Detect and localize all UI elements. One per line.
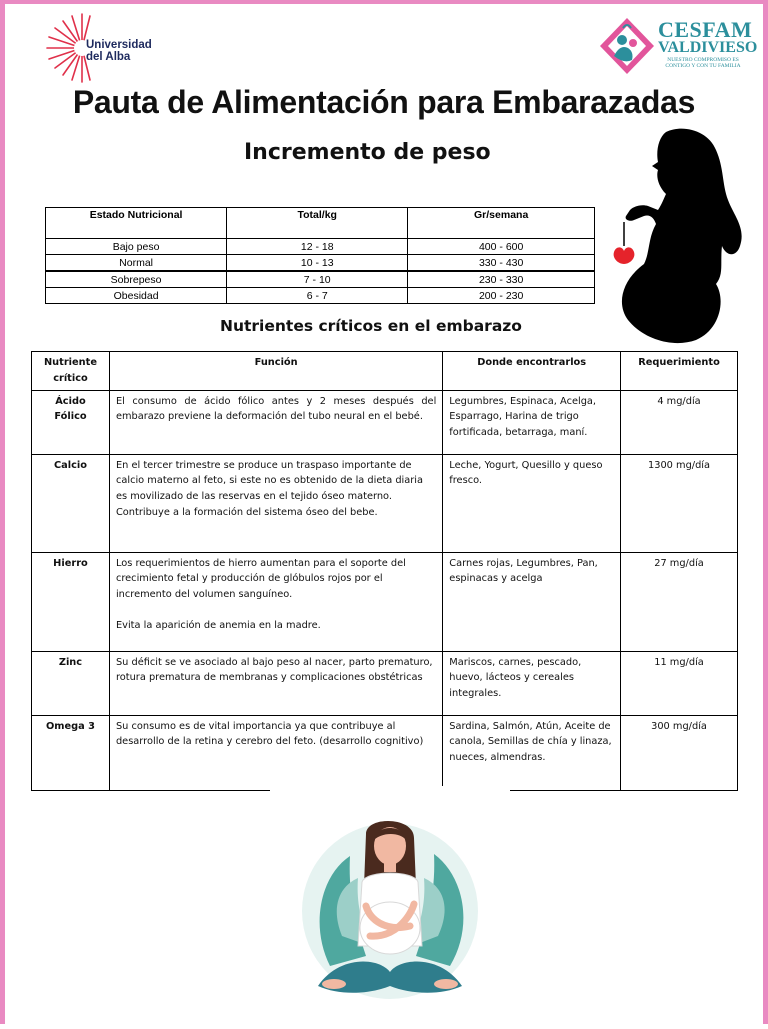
table-row — [32, 651, 738, 715]
ua-logo-line2: del Alba — [86, 51, 131, 63]
function-text: Los requerimientos de hierro aumentan para el soporte del crecimiento fetal y producción de glóbulos rojos por el incremento del volumen sanguíneo. — [115, 557, 406, 601]
table-row — [46, 239, 595, 255]
table-cell: 7 - 10 — [227, 271, 408, 288]
meditating-pregnant-woman-illustration — [270, 786, 510, 1024]
nutrient-sources: Sardina, Salmón, Atún, Aceite de canola, Semillas de chía y linaza, nueces, almendras. — [443, 715, 621, 790]
nutrient-name: Calcio — [32, 454, 110, 552]
table-row — [32, 552, 738, 651]
table-row — [32, 715, 738, 790]
table-cell: 10 - 13 — [227, 255, 408, 272]
nutrient-requirement: 4 mg/día — [621, 390, 738, 454]
weight-gain-heading: Incremento de peso — [244, 140, 491, 165]
table-cell: 12 - 18 — [227, 239, 408, 255]
function-text-extra: Contribuye a la formación del sistema óseo del bebe. — [115, 506, 378, 518]
table-row — [46, 288, 595, 304]
function-text: Su déficit se ve asociado al bajo peso al nacer, parto prematuro, rotura prematura de membranas y complicaciones obstétricas — [115, 656, 433, 684]
pregnant-woman-silhouette-icon — [604, 124, 754, 346]
table-cell: 230 - 330 — [408, 271, 595, 288]
cesfam-tagline: NUESTRO COMPROMISO ES CONTIGO Y CON TU FAMILIA — [665, 57, 741, 69]
table-row — [32, 454, 738, 552]
meditating-woman-icon — [270, 786, 510, 1024]
column-header: Nutriente crítico — [32, 352, 110, 391]
table-cell: 6 - 7 — [227, 288, 408, 304]
nutrient-sources: Legumbres, Espinaca, Acelga, Esparrago, Harina de trigo fortificada, betarraga, maní. — [443, 390, 621, 454]
nutrient-sources: Leche, Yogurt, Quesillo y queso fresco. — [443, 454, 621, 552]
nutrient-sources: Carnes rojas, Legumbres, Pan, espinacas y acelga — [443, 552, 621, 651]
table-cell: 200 - 230 — [408, 288, 595, 304]
weight-gain-table — [45, 207, 595, 304]
column-header: Total/kg — [227, 208, 408, 239]
nutrient-requirement: 27 mg/día — [621, 552, 738, 651]
table-row — [46, 255, 595, 272]
column-header: Donde encontrarlos — [443, 352, 621, 391]
column-header: Función — [109, 352, 442, 391]
table-row — [46, 271, 595, 288]
nutrient-function — [109, 454, 442, 552]
table-row — [32, 390, 738, 454]
cesfam-subtitle: VALDIVIESO — [658, 39, 758, 56]
cesfam-valdivieso-logo — [598, 14, 758, 84]
nutrient-name: Omega 3 — [32, 715, 110, 790]
nutrient-function — [109, 552, 442, 651]
nutrient-name: Ácido Fólico — [32, 390, 110, 454]
table-cell: Bajo peso — [46, 239, 227, 255]
cesfam-title: CESFAM — [658, 17, 753, 42]
nutrient-requirement: 1300 mg/día — [621, 454, 738, 552]
ua-logo-line1: Universidad — [86, 39, 152, 51]
nutrient-function — [109, 651, 442, 715]
nutrient-name: Hierro — [32, 552, 110, 651]
nutrients-heading: Nutrientes críticos en el embarazo — [220, 317, 522, 335]
function-text: El consumo de ácido fólico antes y 2 meses después del embarazo previene la deformación del tubo neural en el bebé. — [115, 395, 437, 423]
nutrient-requirement: 300 mg/día — [621, 715, 738, 790]
column-header: Estado Nutricional — [46, 208, 227, 239]
nutrients-table — [31, 351, 738, 791]
function-text-extra: Evita la aparición de anemia en la madre. — [115, 619, 321, 631]
function-text: En el tercer trimestre se produce un traspaso importante de calcio materno al feto, si este no es obtenido de la dieta diaria es movilizado de las reservas en el tejido óseo materno. — [115, 459, 424, 503]
table-cell: Obesidad — [46, 288, 227, 304]
mother-child-heart-icon — [598, 16, 656, 78]
table-cell: 330 - 430 — [408, 255, 595, 272]
nutrient-requirement: 11 mg/día — [621, 651, 738, 715]
nutrient-sources: Mariscos, carnes, pescado, huevo, lácteos y cereales integrales. — [443, 651, 621, 715]
table-header-row — [46, 208, 595, 239]
nutrient-function — [109, 390, 442, 454]
table-cell: Normal — [46, 255, 227, 272]
universidad-del-alba-logo — [44, 8, 174, 88]
table-cell: Sobrepeso — [46, 271, 227, 288]
function-text: Su consumo es de vital importancia ya que contribuye al desarrollo de la retina y cerebro del feto. (desarrollo cognitivo) — [115, 720, 424, 748]
nutrient-function — [109, 715, 442, 790]
table-header-row — [32, 352, 738, 391]
nutrient-name: Zinc — [32, 651, 110, 715]
column-header: Requerimiento — [621, 352, 738, 391]
column-header: Gr/semana — [408, 208, 595, 239]
table-cell: 400 - 600 — [408, 239, 595, 255]
ua-logo-text — [86, 39, 152, 63]
page-title: Pauta de Alimentación para Embarazadas — [72, 84, 696, 120]
